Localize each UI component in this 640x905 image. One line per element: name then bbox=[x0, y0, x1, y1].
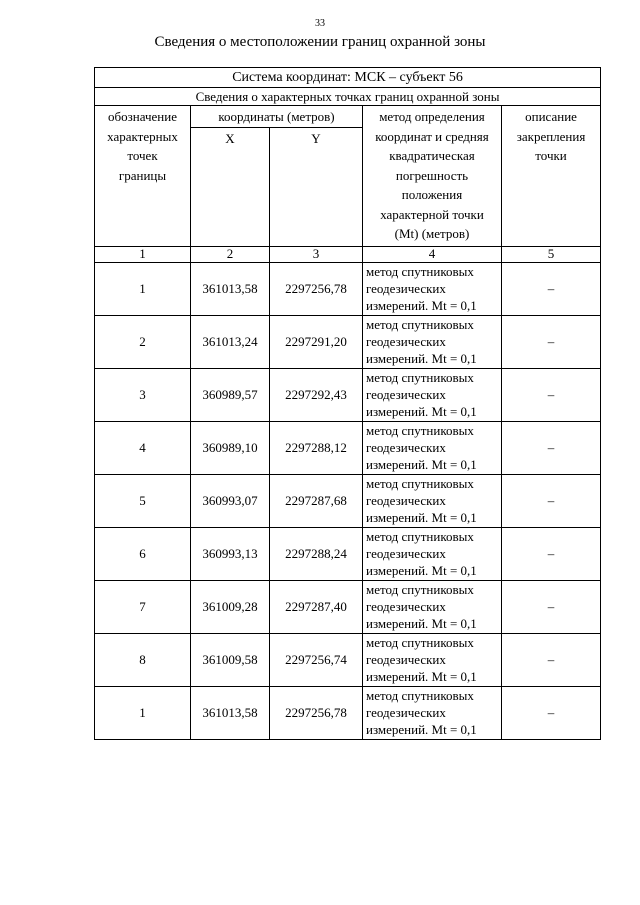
x-cell: 361013,24 bbox=[191, 315, 270, 368]
method-cell: метод спутниковых геодезических измерений. Mt = 0,1 bbox=[363, 474, 502, 527]
method-cell: метод спутниковых геодезических измерений. Mt = 0,1 bbox=[363, 633, 502, 686]
x-cell: 361013,58 bbox=[191, 686, 270, 739]
point-cell: 8 bbox=[95, 633, 191, 686]
page-title: Сведения о местоположении границ охранной зоны bbox=[154, 34, 486, 50]
y-cell: 2297256,78 bbox=[270, 686, 363, 739]
header-y: Y bbox=[270, 127, 363, 246]
method-cell: метод спутниковых геодезических измерений. Mt = 0,1 bbox=[363, 686, 502, 739]
point-cell: 5 bbox=[95, 474, 191, 527]
header-coordinates: координаты (метров) bbox=[191, 106, 363, 128]
table-row bbox=[95, 580, 601, 633]
point-cell: 2 bbox=[95, 315, 191, 368]
table-row bbox=[95, 315, 601, 368]
coordinates-table bbox=[94, 67, 601, 740]
column-number-3: 3 bbox=[270, 246, 363, 262]
header-x: X bbox=[191, 127, 270, 246]
description-cell: – bbox=[502, 368, 601, 421]
y-cell: 2297291,20 bbox=[270, 315, 363, 368]
header-method: метод определения координат и средняя квадратическая погрешность положения характерной точки (Mt) (метров) bbox=[363, 106, 502, 247]
x-cell: 361009,28 bbox=[191, 580, 270, 633]
point-cell: 6 bbox=[95, 527, 191, 580]
table-row bbox=[95, 527, 601, 580]
table-row bbox=[95, 421, 601, 474]
coordinate-system-row bbox=[95, 68, 601, 88]
point-cell: 1 bbox=[95, 686, 191, 739]
points-info-row bbox=[95, 88, 601, 106]
table-row bbox=[95, 633, 601, 686]
method-cell: метод спутниковых геодезических измерений. Mt = 0,1 bbox=[363, 368, 502, 421]
description-cell: – bbox=[502, 633, 601, 686]
x-cell: 360993,07 bbox=[191, 474, 270, 527]
coordinate-system-cell: Система координат: МСК – субъект 56 bbox=[95, 68, 601, 88]
y-cell: 2297287,68 bbox=[270, 474, 363, 527]
y-cell: 2297292,43 bbox=[270, 368, 363, 421]
x-cell: 361009,58 bbox=[191, 633, 270, 686]
header-row bbox=[95, 106, 601, 128]
description-cell: – bbox=[502, 262, 601, 315]
x-cell: 361013,58 bbox=[191, 262, 270, 315]
header-point: обозначение характерных точек границы bbox=[95, 106, 191, 247]
y-cell: 2297256,78 bbox=[270, 262, 363, 315]
header-description: описание закрепления точки bbox=[502, 106, 601, 247]
method-cell: метод спутниковых геодезических измерений. Mt = 0,1 bbox=[363, 262, 502, 315]
table-row bbox=[95, 474, 601, 527]
points-info-cell: Сведения о характерных точках границ охранной зоны bbox=[95, 88, 601, 106]
y-cell: 2297288,12 bbox=[270, 421, 363, 474]
description-cell: – bbox=[502, 315, 601, 368]
table-row bbox=[95, 368, 601, 421]
point-cell: 3 bbox=[95, 368, 191, 421]
method-cell: метод спутниковых геодезических измерений. Mt = 0,1 bbox=[363, 580, 502, 633]
column-number-1: 1 bbox=[95, 246, 191, 262]
point-cell: 1 bbox=[95, 262, 191, 315]
x-cell: 360993,13 bbox=[191, 527, 270, 580]
method-cell: метод спутниковых геодезических измерений. Mt = 0,1 bbox=[363, 527, 502, 580]
x-cell: 360989,10 bbox=[191, 421, 270, 474]
column-number-2: 2 bbox=[191, 246, 270, 262]
point-cell: 4 bbox=[95, 421, 191, 474]
column-number-5: 5 bbox=[502, 246, 601, 262]
description-cell: – bbox=[502, 421, 601, 474]
point-cell: 7 bbox=[95, 580, 191, 633]
page-number: 33 bbox=[315, 18, 325, 29]
description-cell: – bbox=[502, 580, 601, 633]
x-cell: 360989,57 bbox=[191, 368, 270, 421]
table-row bbox=[95, 262, 601, 315]
y-cell: 2297256,74 bbox=[270, 633, 363, 686]
column-numbers-row bbox=[95, 246, 601, 262]
y-cell: 2297288,24 bbox=[270, 527, 363, 580]
description-cell: – bbox=[502, 527, 601, 580]
column-number-4: 4 bbox=[363, 246, 502, 262]
method-cell: метод спутниковых геодезических измерений. Mt = 0,1 bbox=[363, 315, 502, 368]
description-cell: – bbox=[502, 474, 601, 527]
description-cell: – bbox=[502, 686, 601, 739]
y-cell: 2297287,40 bbox=[270, 580, 363, 633]
table-row bbox=[95, 686, 601, 739]
method-cell: метод спутниковых геодезических измерений. Mt = 0,1 bbox=[363, 421, 502, 474]
